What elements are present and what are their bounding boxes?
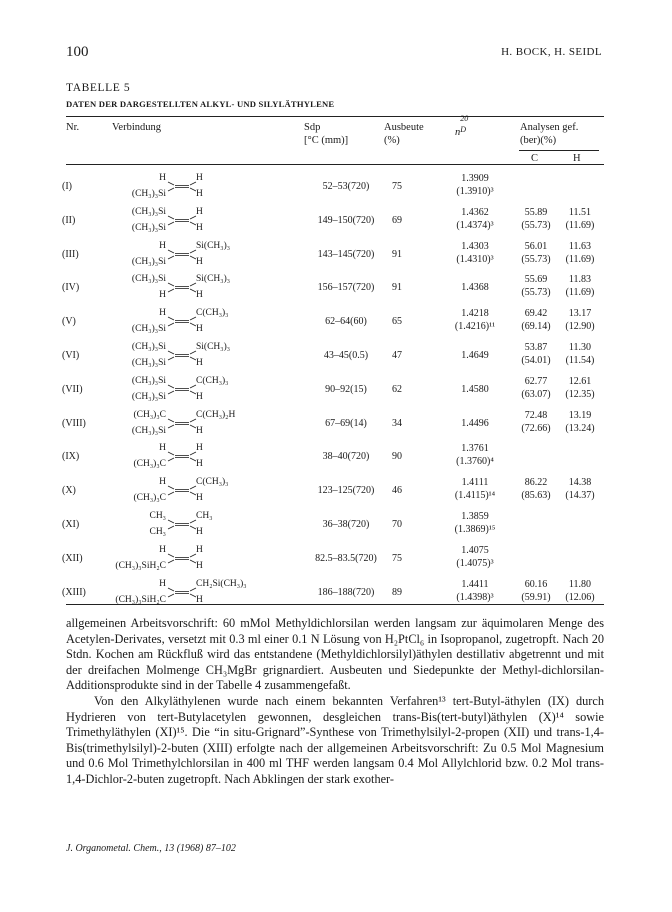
table-row: [62, 237, 604, 271]
substituent-bottom-left: CH₃: [149, 527, 166, 537]
page-number: 100: [66, 44, 89, 60]
col-head-analyses-sub: (ber)(%): [520, 135, 557, 146]
boiling-point: 82.5–83.5(720): [315, 552, 377, 564]
yield-percent: 91: [392, 282, 402, 294]
analysis-hydrogen: [559, 341, 601, 367]
yield-percent: 34: [392, 417, 402, 429]
substituent-bottom-left: H: [159, 290, 166, 301]
bond-line: [168, 526, 174, 529]
col-head-bp-unit: [°C (mm)]: [304, 135, 349, 146]
table-row: [62, 372, 604, 406]
col-head-refr-sup: 20: [460, 114, 469, 123]
analysis-carbon: [515, 476, 557, 502]
substituent-top-left: (CH₃)₃Si: [131, 206, 166, 217]
refractive-index: [447, 578, 503, 604]
col-head-yield-label: Ausbeute: [384, 122, 424, 133]
substituent-bottom-right: H: [196, 391, 203, 402]
double-bond-skeleton: [102, 237, 282, 271]
analysis-hydrogen-calculated: (12.35): [565, 388, 595, 400]
analysis-hydrogen-found: 13.19: [568, 409, 592, 421]
compound-number: (III): [62, 248, 79, 260]
boiling-point: 38–40(720): [322, 451, 370, 463]
boiling-point: 156–157(720): [317, 282, 375, 294]
substituent-bottom-right: H: [196, 560, 203, 571]
analysis-hydrogen: [559, 375, 601, 401]
refractive-index: [447, 383, 503, 396]
analysis-carbon: [515, 375, 557, 401]
substituent-bottom-right: H: [196, 358, 203, 368]
structural-formula: [102, 439, 282, 473]
substituent-top-right: H: [196, 544, 203, 555]
double-bond-skeleton: [102, 203, 282, 237]
analysis-hydrogen-calculated: (11.54): [565, 355, 595, 366]
boiling-point: 67–69(14): [325, 417, 367, 429]
bond-line: [168, 250, 174, 253]
substituent-top-right: H: [196, 206, 203, 217]
yield-percent: 46: [392, 485, 402, 497]
compound-number: (VI): [62, 350, 80, 361]
bond-line: [168, 385, 174, 388]
substituent-bottom-right: H: [196, 256, 203, 267]
double-bond-skeleton: [102, 406, 282, 440]
analysis-carbon-calculated: (69.14): [521, 321, 551, 333]
bond-line: [168, 492, 174, 495]
bond-line: [168, 216, 174, 219]
substituent-top-right: H: [196, 443, 203, 454]
substituent-top-left: H: [159, 443, 166, 454]
analysis-hydrogen: [559, 578, 601, 604]
bond-line: [168, 283, 174, 286]
bond-line: [168, 391, 174, 394]
analysis-carbon-calculated: (55.73): [521, 253, 551, 265]
double-bond-skeleton: [102, 507, 282, 541]
yield-percent: 69: [392, 214, 402, 226]
analysis-hydrogen-calculated: (12.06): [565, 591, 595, 603]
structural-formula: [102, 270, 282, 304]
refractive-index: [447, 510, 503, 536]
analysis-hydrogen: [559, 240, 601, 266]
table-row: [62, 169, 604, 203]
analysis-hydrogen-calculated: (11.69): [565, 219, 595, 231]
compound-number: (I): [62, 181, 72, 192]
boiling-point: 143–145(720): [317, 248, 375, 260]
refractive-index-found: 1.4362: [461, 206, 489, 218]
bond-line: [168, 520, 174, 523]
running-header: [66, 44, 602, 62]
double-bond-skeleton: [102, 372, 282, 406]
table-row: [62, 304, 604, 338]
analysis-carbon: [515, 307, 557, 333]
col-head-c: C: [531, 153, 539, 164]
substituent-bottom-right: H: [196, 459, 203, 470]
bond-line: [168, 256, 174, 259]
compound-number: (IV): [62, 282, 80, 294]
analysis-hydrogen-found: 11.30: [568, 342, 592, 353]
compound-number: (IX): [62, 451, 80, 463]
boiling-point: 186–188(720): [317, 586, 375, 598]
substituent-top-left: H: [159, 240, 166, 251]
substituent-bottom-right: H: [196, 324, 203, 335]
col-head-analyses: [520, 121, 578, 147]
analysis-carbon: [515, 206, 557, 232]
structural-formula: [102, 473, 282, 507]
structural-formula: [102, 203, 282, 237]
substituent-bottom-left: (CH₃)₃Si: [131, 425, 166, 436]
substituent-bottom-left: (CH₃)₃SiH₂C: [115, 594, 166, 605]
analysis-carbon-found: 62.77: [524, 375, 548, 387]
analysis-hydrogen-calculated: (12.90): [565, 321, 595, 333]
refractive-index-found: 1.3859: [461, 511, 489, 522]
substituent-top-right: H: [196, 173, 203, 183]
yield-percent: 65: [392, 316, 402, 328]
refractive-index-literature: (1.3910)³: [456, 186, 494, 197]
refractive-index-literature: (1.4075)³: [456, 557, 494, 569]
compound-number: (XIII): [62, 586, 86, 598]
substituent-top-right: CH₃: [196, 511, 213, 521]
substituent-top-right: CH₂Si(CH₃)₃: [196, 578, 247, 589]
refractive-index-literature: (1.4115)¹⁴: [454, 490, 496, 502]
structural-formula: [102, 406, 282, 440]
yield-percent: 89: [392, 586, 402, 598]
double-bond-skeleton: [102, 169, 282, 203]
col-head-refractive-index: [455, 114, 469, 139]
substituent-top-left: (CH₃)₃Si: [131, 375, 166, 386]
substituent-bottom-right: H: [196, 189, 203, 199]
table-title: DATEN DER DARGESTELLTEN ALKYL- UND SILYLÄTHYLENE: [66, 99, 335, 109]
substituent-top-right: C(CH₃)₃: [196, 308, 229, 319]
paragraph-2: Von den Alkyläthylenen wurde nach einem bekannten Verfahren¹³ tert-Butyl-äthylen (IX) durch Hydrieren von tert-Butylacetylen gewonnen, desgleichen trans-Bis(tert-butyl)äthylen (X)¹⁴ sowie Trimethyläthylen (XI)¹⁵. Die “in situ-Grignard”-Synthese von Trimethylsilyl-2-propen (XII) und trans-1,4-Bis(trimethylsilyl)-2-buten (XIII) erfolgte nach der allgemeinen Arbeitsvorschrift: Zu 0.5 Mol Magnesium und 0.6 Mol Trimethylchlorsilan in 400 ml THF werden langsam 0.4 Mol Allylchlorid bzw. 0.2 Mol trans-1,4-Dichlor-2-buten zugetropft. Nach Abklingen der stark exother-: [66, 693, 604, 786]
substituent-bottom-left: (CH₃)₃C: [133, 459, 166, 470]
refractive-index-literature: (1.4310)³: [456, 253, 494, 265]
compound-number: (VII): [62, 383, 83, 395]
yield-percent: 75: [392, 552, 402, 564]
bond-line: [168, 351, 174, 354]
analysis-carbon-found: 55.69: [524, 274, 548, 286]
substituent-top-right: C(CH₃)₃: [196, 375, 229, 386]
refractive-index-literature: (1.3869)¹⁵: [454, 524, 496, 535]
refractive-index: [447, 442, 503, 468]
refractive-index: [447, 206, 503, 232]
substituent-top-right: C(CH₃)₃: [196, 477, 229, 488]
boiling-point: 52–53(720): [322, 181, 370, 192]
double-bond-skeleton: [102, 439, 282, 473]
analysis-hydrogen-calculated: (13.24): [565, 422, 595, 434]
compound-number: (XII): [62, 552, 83, 564]
bond-line: [168, 323, 174, 326]
double-bond-skeleton: [102, 270, 282, 304]
yield-percent: 70: [392, 519, 402, 530]
table-row: [62, 473, 604, 507]
col-head-nr: Nr.: [66, 122, 80, 133]
table-label: TABELLE 5: [66, 82, 131, 94]
table-top-rule: [66, 116, 604, 117]
double-bond-skeleton: [102, 304, 282, 338]
substituent-bottom-right: H: [196, 425, 203, 436]
structural-formula: [102, 507, 282, 541]
analysis-carbon-found: 60.16: [524, 578, 548, 590]
substituent-bottom-left: (CH₃)₃Si: [131, 222, 166, 233]
substituent-top-right: C(CH₃)₂H: [196, 409, 236, 420]
col-head-bp: [304, 121, 348, 147]
structural-formula: [102, 304, 282, 338]
substituent-top-right: Si(CH₃)₃: [196, 240, 231, 251]
journal-citation: J. Organometal. Chem., 13 (1968) 87–102: [66, 843, 236, 854]
compound-number: (VIII): [62, 417, 86, 429]
analysis-carbon: [515, 273, 557, 299]
analysis-carbon-found: 56.01: [524, 240, 548, 252]
refractive-index-found: 1.4649: [461, 350, 489, 361]
boiling-point: 43–45(0.5): [323, 350, 369, 361]
analysis-carbon-calculated: (85.63): [521, 490, 551, 502]
col-head-h: H: [573, 153, 581, 164]
analysis-hydrogen: [559, 409, 601, 435]
col-head-compound: Verbindung: [112, 122, 161, 133]
analysis-hydrogen: [559, 206, 601, 232]
analysis-carbon-found: 69.42: [524, 308, 548, 320]
structural-formula: [102, 372, 282, 406]
refractive-index-literature: (1.3760)⁴: [456, 456, 494, 468]
refractive-index-found: 1.4303: [461, 240, 489, 252]
table-header-rule: [66, 164, 604, 165]
refractive-index: [447, 240, 503, 266]
bond-line: [168, 357, 174, 360]
analysis-hydrogen-found: 11.63: [568, 240, 592, 252]
col-head-refr-sub: D: [460, 125, 467, 134]
substituent-top-right: Si(CH₃)₃: [196, 342, 231, 352]
refractive-index: [447, 307, 503, 333]
bond-line: [168, 317, 174, 320]
refractive-index-literature: (1.4374)³: [456, 219, 494, 231]
boiling-point: 36–38(720): [322, 519, 370, 530]
compound-number: (XI): [62, 519, 80, 530]
substituent-bottom-left: (CH₃)₃C: [133, 493, 166, 504]
analysis-hydrogen-calculated: (11.69): [565, 287, 595, 299]
refractive-index-found: 1.4218: [461, 308, 489, 320]
bond-line: [168, 419, 174, 422]
analysis-carbon-found: 53.87: [524, 342, 548, 353]
bond-line: [168, 594, 174, 597]
boiling-point: 123–125(720): [317, 485, 375, 497]
substituent-bottom-left: (CH₃)₃Si: [131, 189, 166, 199]
yield-percent: 47: [392, 350, 402, 361]
col-head-bp-label: Sdp: [304, 122, 321, 133]
refractive-index-found: 1.4075: [461, 544, 489, 556]
substituent-bottom-left: (CH₃)₃SiH₂C: [115, 560, 166, 571]
bond-line: [168, 188, 174, 191]
substituent-top-right: Si(CH₃)₃: [196, 274, 231, 285]
refractive-index-found: 1.4580: [461, 383, 489, 395]
analysis-hydrogen-found: 14.38: [568, 477, 592, 489]
table-row: [62, 338, 604, 372]
table-row: [62, 541, 604, 575]
yield-percent: 91: [392, 248, 402, 260]
structural-formula: [102, 541, 282, 575]
refractive-index-found: 1.4496: [461, 417, 489, 429]
analysis-hydrogen-found: 11.83: [568, 274, 592, 286]
col-head-refr-symbol: n: [455, 127, 461, 138]
analysis-carbon-calculated: (59.91): [521, 591, 551, 603]
substituent-bottom-right: H: [196, 290, 203, 301]
substituent-top-left: H: [159, 544, 166, 555]
refractive-index-found: 1.4111: [461, 477, 489, 489]
bond-line: [168, 289, 174, 292]
bond-line: [168, 588, 174, 591]
bond-line: [168, 452, 174, 455]
analysis-hydrogen-found: 13.17: [568, 308, 592, 320]
refractive-index: [447, 349, 503, 362]
bond-line: [168, 182, 174, 185]
col-head-analyses-label: Analysen gef.: [520, 122, 579, 133]
substituent-bottom-right: H: [196, 527, 203, 537]
boiling-point: 90–92(15): [325, 383, 367, 395]
substituent-top-left: H: [159, 477, 166, 488]
table-row: [62, 203, 604, 237]
substituent-top-left: CH₃: [149, 511, 166, 521]
analysis-hydrogen-found: 11.51: [568, 206, 592, 218]
boiling-point: 149–150(720): [317, 214, 375, 226]
refractive-index: [447, 172, 503, 198]
analysis-hydrogen: [559, 307, 601, 333]
compound-number: (V): [62, 316, 76, 328]
analysis-hydrogen-found: 12.61: [568, 375, 592, 387]
substituent-top-left: H: [159, 173, 166, 183]
analysis-hydrogen-calculated: (14.37): [565, 490, 595, 502]
analysis-carbon: [515, 341, 557, 367]
substituent-top-left: (CH₃)₃C: [133, 409, 166, 420]
analysis-carbon-found: 72.48: [524, 409, 548, 421]
refractive-index-found: 1.3909: [461, 173, 489, 184]
substituent-top-left: H: [159, 308, 166, 319]
refractive-index: [447, 417, 503, 430]
table-row: [62, 270, 604, 304]
refractive-index: [447, 476, 503, 502]
structural-formula: [102, 237, 282, 271]
analysis-carbon-found: 55.89: [524, 206, 548, 218]
substituent-bottom-right: H: [196, 594, 203, 605]
analysis-carbon-calculated: (54.01): [521, 355, 551, 366]
analysis-carbon: [515, 578, 557, 604]
analysis-hydrogen-found: 11.80: [568, 578, 592, 590]
analysis-carbon: [515, 240, 557, 266]
bond-line: [168, 560, 174, 563]
yield-percent: 90: [392, 451, 402, 463]
analysis-carbon: [515, 409, 557, 435]
bond-line: [168, 554, 174, 557]
bond-line: [168, 458, 174, 461]
double-bond-skeleton: [102, 338, 282, 372]
refractive-index-literature: (1.4216)¹¹: [454, 321, 496, 333]
substituent-bottom-left: (CH₃)₃Si: [131, 391, 166, 402]
analysis-carbon-calculated: (55.73): [521, 287, 551, 299]
refractive-index-found: 1.4411: [461, 578, 489, 590]
analysis-carbon-calculated: (63.07): [521, 388, 551, 400]
analysis-hydrogen: [559, 476, 601, 502]
table-row: [62, 439, 604, 473]
substituent-top-left: H: [159, 578, 166, 589]
bond-line: [168, 425, 174, 428]
table-row: [62, 406, 604, 440]
paragraph-1: allgemeinen Arbeitsvorschrift: 60 mMol Methyldichlorsilan werden langsam zur äquimolaren Menge des Acetylen-Derivates, versetzt mit 0.3 ml einer 0.1 N Lösung von H₂PtCl₆ in Isopropanol, zugetropft. Nach 20 Stdn. Kochen am Rückfluß wird das entstandene (Methyldichlorsilyl)äthylen destillativ abgetrennt und mit der dreifachen Molmenge CH₃MgBr grignardiert. Ausbeuten und Siedepunkte der Methyl-dichlorsilan-Additionsprodukte sind in der Tabelle 4 zusammengefaßt.: [66, 616, 604, 693]
compound-number: (II): [62, 214, 76, 226]
substituent-bottom-left: (CH₃)₃Si: [131, 324, 166, 335]
table-row: [62, 507, 604, 541]
running-authors: H. BOCK, H. SEIDL: [501, 46, 602, 58]
col-head-yield: [384, 121, 424, 147]
substituent-top-left: (CH₃)₃Si: [131, 342, 166, 352]
refractive-index-found: 1.3761: [461, 443, 489, 455]
substituent-bottom-right: H: [196, 493, 203, 504]
substituent-bottom-right: H: [196, 222, 203, 233]
bond-line: [168, 486, 174, 489]
double-bond-skeleton: [102, 473, 282, 507]
substituent-top-left: (CH₃)₃Si: [131, 274, 166, 285]
analysis-hydrogen: [559, 273, 601, 299]
analysis-carbon-found: 86.22: [524, 477, 548, 489]
analysis-hydrogen-calculated: (11.69): [565, 253, 595, 265]
bond-line: [168, 222, 174, 225]
analysis-carbon-calculated: (72.66): [521, 422, 551, 434]
compound-number: (X): [62, 485, 76, 497]
substituent-bottom-left: (CH₃)₃Si: [131, 256, 166, 267]
refractive-index-found: 1.4368: [461, 282, 489, 294]
yield-percent: 62: [392, 383, 402, 395]
analyses-subrule: [519, 150, 599, 151]
refractive-index-literature: (1.4398)³: [456, 591, 494, 603]
structural-formula: [102, 338, 282, 372]
refractive-index: [447, 544, 503, 570]
analysis-carbon-calculated: (55.73): [521, 219, 551, 231]
yield-percent: 75: [392, 181, 402, 192]
boiling-point: 62–64(60): [325, 316, 367, 328]
substituent-bottom-left: (CH₃)₃Si: [131, 358, 166, 368]
table-bottom-rule: [66, 604, 604, 605]
refractive-index: [447, 281, 503, 294]
col-head-yield-unit: (%): [384, 135, 400, 146]
structural-formula: [102, 169, 282, 203]
body-text: [66, 616, 604, 788]
